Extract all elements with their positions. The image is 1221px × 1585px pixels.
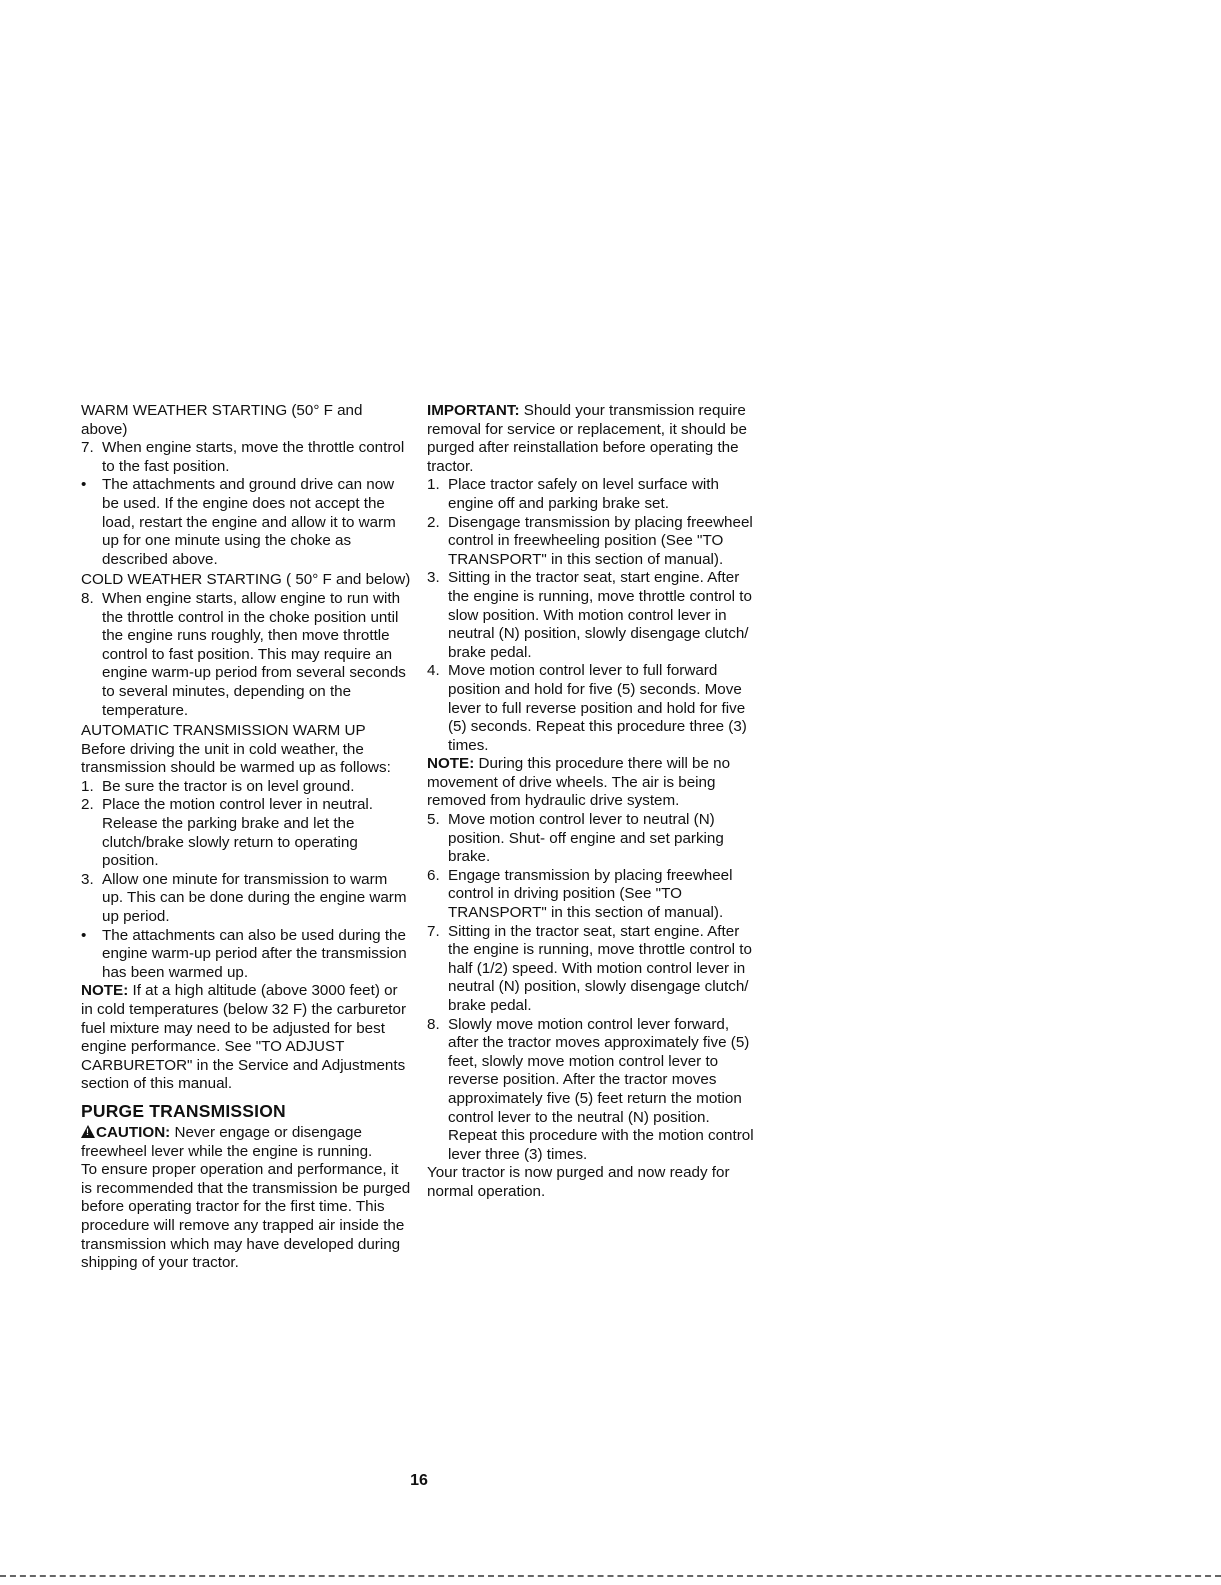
step-7-number: 7. [81,439,94,457]
right-column [427,402,761,1202]
warmup-step-1-text: Be sure the tractor is on level ground. [102,777,355,795]
purge-step-7-text: Sitting in the tractor seat, start engine. After the engine is running, move throttle control to half (1/2) speed. With motion control lever in neutral (N) position, slowly disengage clutch/ brake pedal. [448,922,752,1014]
caution-text: Never engage or disengage freewheel lever while the engine is running. [81,1123,373,1160]
closing-paragraph: Your tractor is now purged and now ready for normal operation. [427,1164,730,1200]
step-7-text: When engine starts, move the throttle control to the fast position. [102,439,405,475]
purge-step-1 [427,476,761,513]
note-label: NOTE: [81,982,129,1000]
warning-triangle-icon [81,1125,95,1138]
warmup-step-3-number: 3. [81,870,94,888]
bullet-icon: • [81,476,87,494]
note-label: NOTE: [427,755,475,773]
warmup-step-2 [81,796,411,870]
warm-weather-heading: WARM WEATHER STARTING (50° F and above) [81,402,363,438]
purge-step-1-text: Place tractor safely on level surface with engine off and parking brake set. [448,476,719,512]
purge-step-3 [427,569,761,662]
purge-step-8 [427,1016,761,1165]
purge-step-2-text: Disengage transmission by placing freewheel control in freewheeling position (See "TO TRANSPORT" in this section of manual). [448,513,753,568]
page-number: 16 [410,1472,428,1489]
warmup-step-3 [81,871,411,927]
footer-dashed-rule [0,1575,1221,1577]
cold-weather-heading: COLD WEATHER STARTING ( 50° F and below) [81,571,411,589]
purge-step-2-number: 2. [427,513,440,531]
purge-step-1-number: 1. [427,476,440,494]
purge-step-5-number: 5. [427,811,440,829]
important-paragraph [427,402,761,476]
altitude-note [81,982,411,1094]
purge-step-8-number: 8. [427,1015,440,1033]
warm-bullet-text: The attachments and ground drive can now be used. If the engine does not accept the load, restart the engine and allow it to warm up for one minute using the choke as described above. [102,476,396,568]
drive-wheels-note-text: During this procedure there will be no movement of drive wheels. The air is being removed from hydraulic drive system. [427,755,731,810]
purge-step-2 [427,514,761,570]
purge-step-7 [427,923,761,1016]
step-7 [81,439,411,476]
purge-step-4-text: Move motion control lever to full forward position and hold for five (5) seconds. Move lever to full reverse position and hold for five (5) seconds. Repeat this procedure three (3) times. [448,662,747,754]
altitude-note-text: If at a high altitude (above 3000 feet) or in cold temperatures (below 32 F) the carburetor fuel mixture may need to be adjusted for best engine performance. See "TO ADJUST CARBURETOR" in the Service and Adjustments section of this manual. [81,982,406,1093]
purge-step-6-number: 6. [427,866,440,884]
caution-label: CAUTION: [96,1123,171,1141]
purge-step-8-text: Slowly move motion control lever forward, after the tractor moves approximately five (5) feet, slowly move motion control lever to reverse position. After the tractor moves approximately five (5) feet return the motion control lever to the neutral (N) position. Repeat this procedure with the motion control lever three (3) times. [448,1015,754,1163]
purge-step-4-number: 4. [427,662,440,680]
step-8-text: When engine starts, allow engine to run with the throttle control in the choke position until the engine runs roughly, then move throttle control to fast position. This may require an engine warm-up period from several seconds to several minutes, depending on the temperature. [102,589,406,719]
left-column [81,402,411,1273]
step-8 [81,590,411,720]
purge-step-6 [427,867,761,923]
warmup-step-2-text: Place the motion control lever in neutral. Release the parking brake and let the clutch/brake slowly return to operating position. [102,796,373,870]
purge-step-6-text: Engage transmission by placing freewheel control in driving position (See "TO TRANSPORT" in this section of manual). [448,866,733,922]
auto-transmission-intro: Before driving the unit in cold weather, the transmission should be warmed up as follows: [81,740,391,777]
auto-transmission-heading: AUTOMATIC TRANSMISSION WARM UP [81,722,366,740]
important-text: Should your transmission require removal for service or replacement, it should be purged after reinstallation before operating the tractor. [427,402,747,475]
bullet-icon: • [81,926,87,944]
purge-step-5 [427,811,761,867]
purge-intro: To ensure proper operation and performance, it is recommended that the transmission be purged before operating tractor for the first time. This procedure will remove any trapped air inside the transmission which may have developed during shipping of your tractor. [81,1161,411,1272]
purge-step-3-text: Sitting in the tractor seat, start engine. After the engine is running, move throttle control to slow position. With motion control lever in neutral (N) position, slowly disengage clutch/ brake pedal. [448,569,752,661]
warmup-step-1 [81,778,411,797]
warmup-bullet-text: The attachments can also be used during the engine warm-up period after the transmission has been warmed up. [102,926,407,981]
important-label: IMPORTANT: [427,402,520,419]
purge-step-7-number: 7. [427,922,440,940]
warmup-step-1-number: 1. [81,777,94,795]
warmup-bullet [81,927,411,983]
warm-bullet [81,476,411,569]
step-8-number: 8. [81,589,94,607]
caution-paragraph [81,1124,411,1161]
warmup-step-2-number: 2. [81,796,94,814]
purge-step-4 [427,662,761,755]
drive-wheels-note [427,755,761,811]
purge-step-5-text: Move motion control lever to neutral (N) position. Shut- off engine and set parking brake. [448,811,724,866]
purge-transmission-heading: PURGE TRANSMISSION [81,1100,286,1121]
purge-step-3-number: 3. [427,569,440,587]
warmup-step-3-text: Allow one minute for transmission to warm up. This can be done during the engine warm up period. [102,870,407,926]
